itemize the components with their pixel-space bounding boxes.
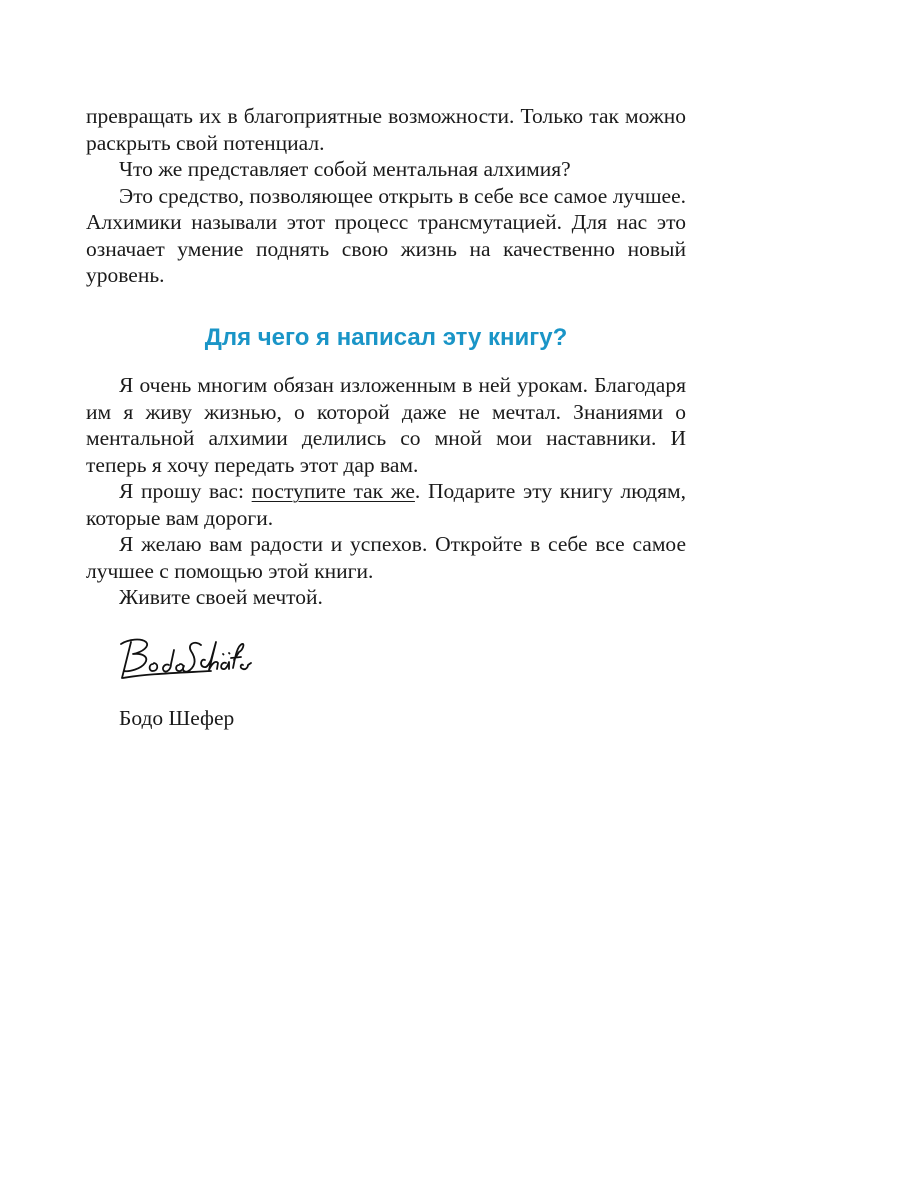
paragraph-continuation: превращать их в благоприятные возможности. Только так можно раскрыть свой потенциал. — [86, 104, 686, 155]
intro-text-block — [86, 103, 686, 289]
handwritten-signature — [115, 630, 255, 690]
underlined-phrase: поступите так же — [251, 479, 415, 503]
paragraph-gratitude: Я очень многим обязан изложенным в ней урокам. Благодаря им я живу жизнью, о которой даже не мечтал. Знаниями о ментальной алхимии делились со мной мои наставники. И теперь я хочу передать этот дар вам. — [86, 373, 686, 477]
paragraph-definition: Это средство, позволяющее открыть в себе все самое лучшее. Алхимики называли этот процесс трансмутацией. Для нас это означает умение поднять свою жизнь на качественно новый уровень. — [86, 183, 686, 287]
request-text-end: . Подарите эту книгу людям, которые вам дороги. — [86, 479, 686, 530]
section-heading: Для чего я написал эту книгу? — [204, 324, 568, 351]
main-text-block — [86, 372, 686, 611]
paragraph-closing: Живите своей мечтой. — [119, 585, 323, 609]
paragraph-request — [86, 478, 686, 531]
paragraph-question: Что же представляет собой ментальная алхимия? — [119, 157, 571, 181]
paragraph-wishes: Я желаю вам радости и успехов. Откройте в себе все самое лучшее с помощью этой книги. — [86, 532, 686, 583]
author-name: Бодо Шефер — [119, 706, 235, 730]
request-text-start: Я прошу вас: — [119, 479, 252, 503]
